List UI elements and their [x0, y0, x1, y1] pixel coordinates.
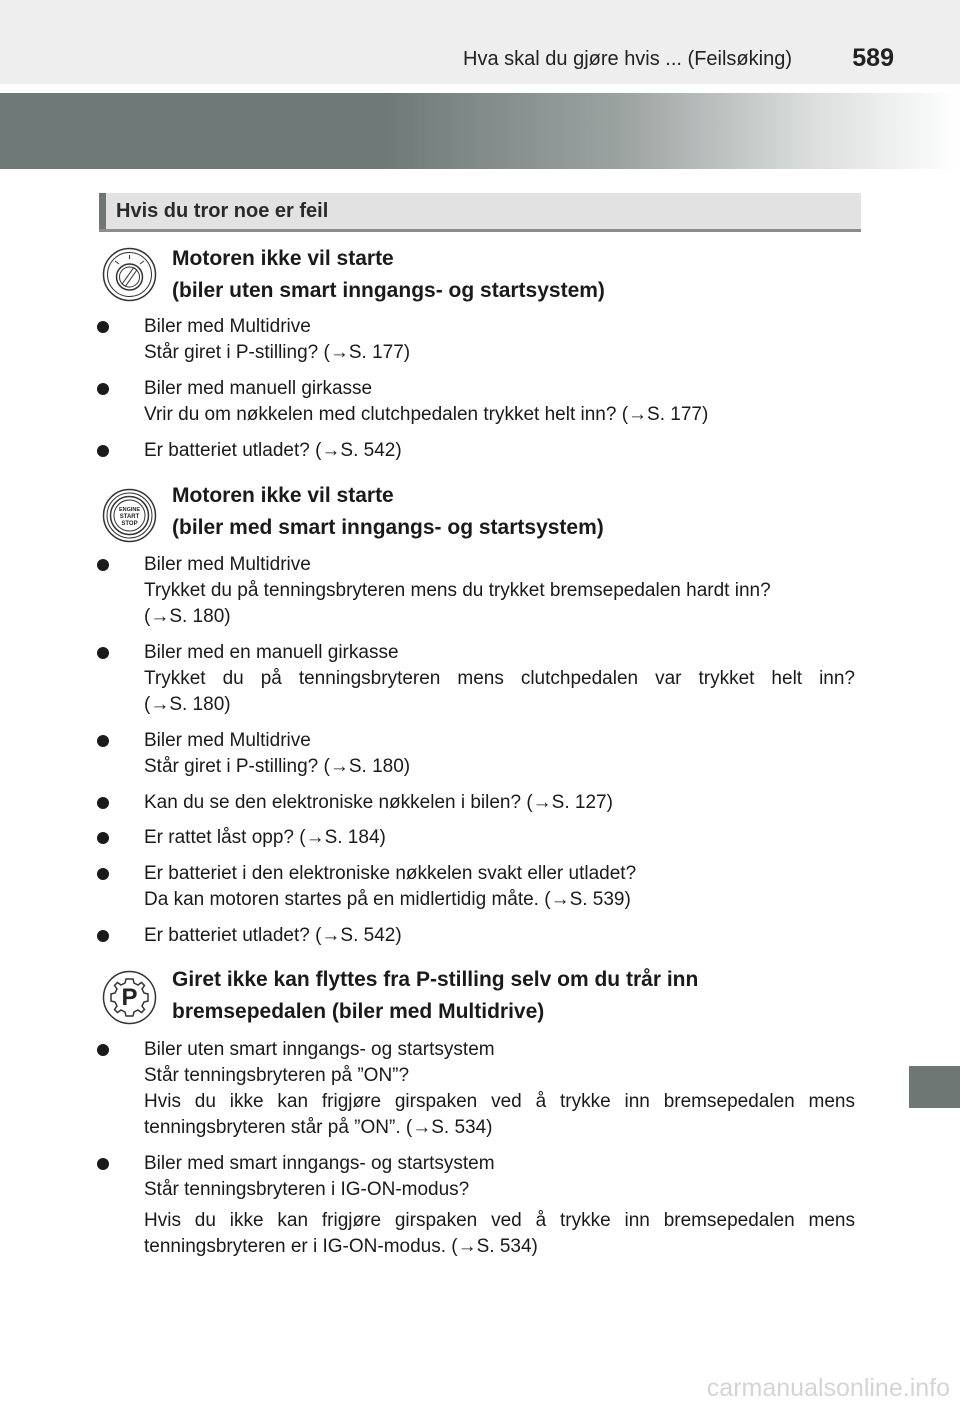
subsection-2-title-line-1: Motoren ikke vil starte: [172, 484, 394, 507]
p-letter: P: [121, 984, 138, 1011]
list-item-text: Står giret i P-stilling? (→S. 180): [144, 756, 411, 777]
bullet-icon: [97, 321, 109, 333]
list-item-text: (→S. 180): [144, 694, 231, 715]
watermark: carmanualsonline.info: [706, 1374, 950, 1402]
ignition-key-switch-icon: [102, 247, 157, 302]
list-item-text: Hvis du ikke kan frigjøre girspaken ved å trykke inn bremsepedalen mens: [144, 1091, 855, 1112]
bullet-icon: [97, 832, 109, 844]
list-item-text: Står giret i P-stilling? (→S. 177): [144, 342, 411, 363]
bullet-icon: [97, 868, 109, 880]
list-item-text: (→S. 180): [144, 606, 231, 627]
list-item: Er batteriet utladet? (→S. 542): [144, 925, 402, 946]
chapter-banner: [0, 93, 960, 169]
list-item: Kan du se den elektroniske nøkkelen i bilen? (→S. 127): [144, 792, 613, 813]
bullet-icon: [97, 930, 109, 942]
section-title: Hvis du tror noe er feil: [116, 200, 329, 222]
list-item: Biler med Multidrive: [144, 730, 311, 751]
list-item: Biler med Multidrive: [144, 316, 311, 337]
start-label: START: [119, 514, 140, 520]
list-item-text: Står tenningsbryteren i IG-ON-modus?: [144, 1179, 470, 1200]
page-header: [0, 0, 960, 84]
bullet-icon: [97, 735, 109, 747]
list-item: Biler uten smart inngangs- og startsystem: [144, 1039, 495, 1060]
list-item: Er batteriet i den elektroniske nøkkelen svakt eller utladet?: [144, 863, 637, 884]
bullet-icon: [97, 445, 109, 457]
list-item-text: Trykket du på tenningsbryteren mens du trykket bremsepedalen hardt inn?: [144, 580, 771, 601]
chapter-side-tab: [909, 1066, 960, 1108]
list-item-text: tenningsbryteren står på ”ON”. (→S. 534): [144, 1117, 493, 1138]
list-item: Biler med manuell girkasse: [144, 378, 373, 399]
subsection-3-title-line-1: Giret ikke kan flyttes fra P-stilling selv om du trår inn: [172, 968, 699, 991]
chapter-title: Hva skal du gjøre hvis ... (Feilsøking): [463, 48, 792, 70]
list-item: Er rattet låst opp? (→S. 184): [144, 827, 386, 848]
list-item: Biler med en manuell girkasse: [144, 642, 399, 663]
list-item-text: Hvis du ikke kan frigjøre girspaken ved å trykke inn bremsepedalen mens: [144, 1210, 855, 1231]
engine-start-stop-button-icon: [102, 488, 157, 543]
bullet-icon: [97, 383, 109, 395]
list-item-text: tenningsbryteren er i IG-ON-modus. (→S. 534): [144, 1236, 538, 1257]
section-header-mark: [99, 193, 106, 229]
p-position-gear-icon: [102, 970, 157, 1025]
bullet-icon: [97, 1158, 109, 1170]
list-item: Biler med smart inngangs- og startsystem: [144, 1153, 495, 1174]
stop-label: STOP: [121, 521, 138, 527]
section-header: [99, 193, 861, 232]
bullet-icon: [97, 647, 109, 659]
subsection-1-title-line-2: (biler uten smart inngangs- og startsystem): [172, 279, 605, 302]
engine-label: ENGINE: [118, 507, 141, 513]
list-item-text: Står tenningsbryteren på ”ON”?: [144, 1065, 410, 1086]
list-item-text: Trykket du på tenningsbryteren mens clutchpedalen var trykket helt inn?: [144, 668, 855, 689]
bullet-icon: [97, 559, 109, 571]
bullet-icon: [97, 797, 109, 809]
list-item: Er batteriet utladet? (→S. 542): [144, 440, 402, 461]
subsection-3-title-line-2: bremsepedalen (biler med Multidrive): [172, 1000, 545, 1023]
list-item-text: Vrir du om nøkkelen med clutchpedalen trykket helt inn? (→S. 177): [144, 404, 709, 425]
list-item: Biler med Multidrive: [144, 554, 311, 575]
bullet-icon: [97, 1044, 109, 1056]
subsection-1-title-line-1: Motoren ikke vil starte: [172, 247, 394, 270]
list-item-text: Da kan motoren startes på en midlertidig måte. (→S. 539): [144, 889, 631, 910]
page-number: 589: [852, 44, 894, 72]
subsection-2-title-line-2: (biler med smart inngangs- og startsystem): [172, 516, 604, 539]
